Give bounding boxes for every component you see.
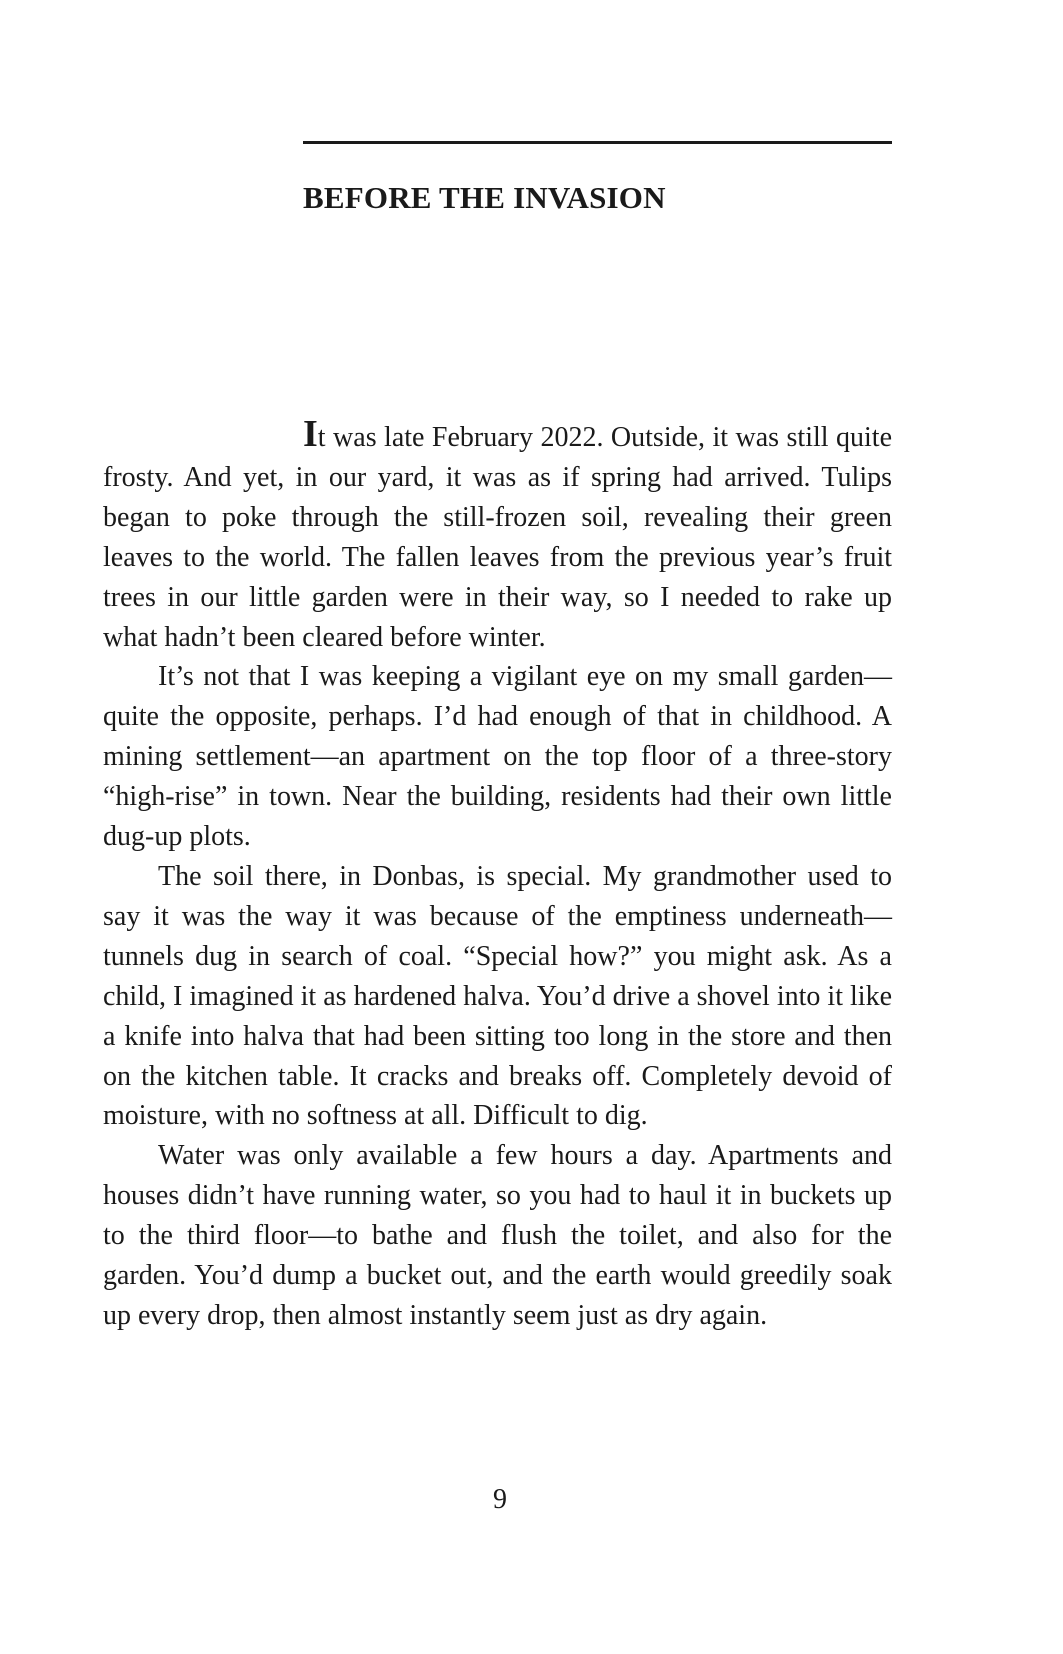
paragraph-3: The soil there, in Donbas, is special. My grandmother used to say it was the way it was because of the emptiness underneath—tunnels dug in search of coal. “Special how?” you might ask. As a child, I imagined it as hardened halva. You’d drive a shovel into it like a knife into halva that had been sitting too long in the store and then on the kitchen table. It cracks and breaks off. Completely devoid of moisture, with no softness at all. Difficult to dig. <box>103 860 892 1132</box>
page-number: 9 <box>493 1484 507 1515</box>
paragraph-1 <box>103 413 892 657</box>
paragraph-4: Water was only available a few hours a day. Apartments and houses didn’t have running water, so you had to haul it in buckets up to the third floor—to bathe and flush the toilet, and also for the garden. You’d dump a bucket out, and the earth would greedily soak up every drop, then almost instantly seem just as dry again. <box>103 1140 892 1331</box>
chapter-body <box>103 413 892 1336</box>
drop-cap: I <box>303 413 318 455</box>
chapter-rule <box>303 141 892 144</box>
paragraph-1-text: t was late February 2022. Outside, it was still quite frosty. And yet, in our yard, it was as if spring had arrived. Tulips began to poke through the still-frozen soil, revealing their green leaves to the world. The fallen leaves from the previous year’s fruit trees in our little garden were in their way, so I needed to rake up what hadn’t been cleared before winter. <box>103 422 892 653</box>
chapter-title: BEFORE THE INVASION <box>303 180 666 215</box>
paragraph-2: It’s not that I was keeping a vigilant eye on my small garden—quite the opposite, perhaps. I’d had enough of that in childhood. A mining settlement—an apartment on the top floor of a three-story “high-rise” in town. Near the building, residents had their own little dug-up plots. <box>103 661 892 853</box>
